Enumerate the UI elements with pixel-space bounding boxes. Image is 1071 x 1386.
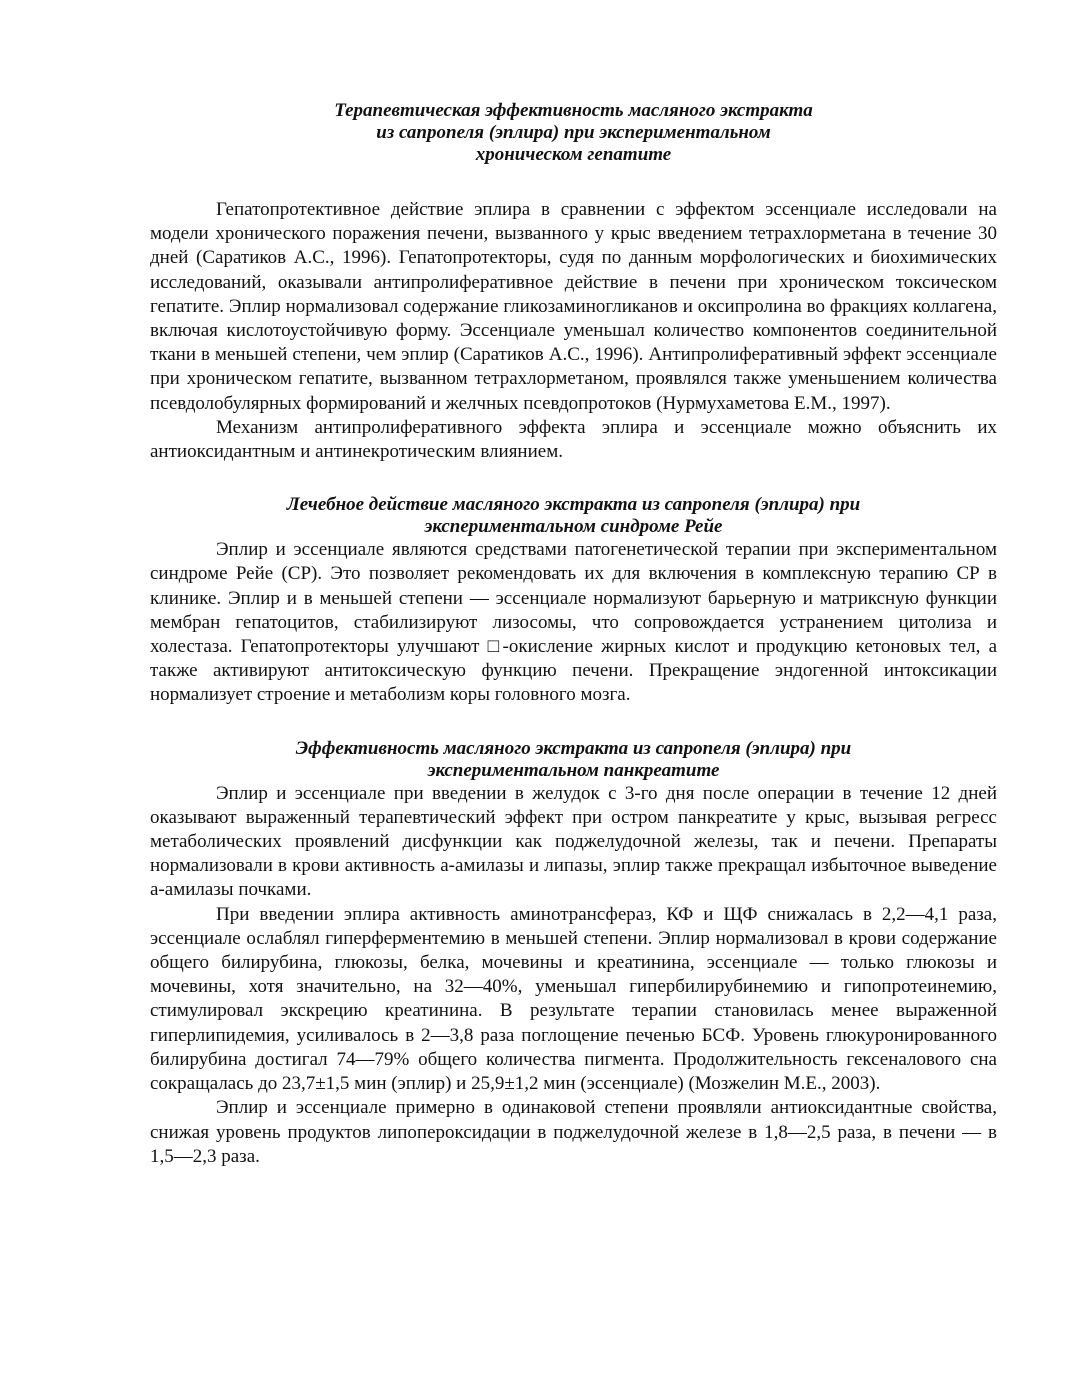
paragraph: Эплир и эссенциале примерно в одинаковой степени проявляли антиоксидантные свойства, снижая уровень продуктов липопероксидации в поджелудочной железе в 1,8—2,5 раза, в печени — в 1,5—2,3 раза.	[150, 1097, 997, 1167]
section-title	[150, 494, 997, 538]
section-pancreatitis	[150, 738, 997, 1169]
paragraph: Механизм антипролиферативного эффекта эплира и эссенциале можно объяснить их антиоксидантным и антинекротическим влиянием.	[150, 416, 997, 463]
section-title-line: Лечебное действие масляного экстракта из сапропеля (эплира) при	[286, 494, 861, 516]
paragraph: Гепатопротективное действие эплира в сравнении с эффектом эссенциале исследовали на модели хронического поражения печени, вызванного у крыс введением тетрахлорметана в течение 30 дней (Саратиков А.С., 1996). Гепатопротекторы, судя по данным морфологических и биохимических исследований, оказывали антипролиферативное действие в печени при хроническом токсическом гепатите. Эплир нормализовал содержание гликозаминогликанов и оксипролина во фракциях коллагена, включая кислотоустойчивую форму. Эссенциале уменьшал количество компонентов соединительной ткани в меньшей степени, чем эплир (Саратиков А.С., 1996). Антипролиферативный эффект эссенциале при хроническом гепатите, вызванном тетрахлорметаном, проявлялся также уменьшением количества псевдолобулярных формирований и желчных псевдопротоков (Нурмухаметова Е.М., 1997).	[150, 199, 997, 414]
section-title-line: хроническом гепатите	[475, 144, 672, 165]
section-title-line: экспериментальном панкреатите	[427, 759, 720, 781]
document-page	[150, 100, 997, 1169]
section-title-line: из сапропеля (эплира) при экспериментальном	[376, 122, 771, 143]
paragraph: Эплир и эссенциале при введении в желудок с 3-го дня после операции в течение 12 дней оказывают выраженный терапевтический эффект при остром панкреатите у крыс, вызывая регресс метаболических проявлений дисфункции как поджелудочной железы, так и печени. Препараты нормализовали в крови активность а-амилазы и липазы, эплир также прекращал избыточное выведение а-амилазы почками.	[150, 782, 997, 901]
section-chronic-hepatitis	[150, 100, 997, 464]
section-reye-syndrome	[150, 494, 997, 707]
paragraph: При введении эплира активность аминотрансфераз, КФ и ЩФ снижалась в 2,2—4,1 раза, эссенциале ослаблял гиперферментемию в меньшей степени. Эплир нормализовал в крови содержание общего билирубина, глюкозы, белка, мочевины и креатинина, эссенциале — только глюкозы и мочевины, хотя значительно, на 32—40%, уменьшал гипербилирубинемию и гипопротеинемию, стимулировал экскрецию креатинина. В результате терапии становилась менее выраженной гиперлипидемия, усиливалось в 2—3,8 раза поглощение печенью БСФ. Уровень глюкуронированного билирубина достигал 74—79% общего количества пигмента. Продолжительность гексеналового сна сокращалась до 23,7±1,5 мин (эплир) и 25,9±1,2 мин (эссенциале) (Мозжелин М.Е., 2003).	[150, 903, 997, 1095]
section-title-line: Эффективность масляного экстракта из сапропеля (эплира) при	[295, 737, 852, 759]
section-title-line: экспериментальном синдроме Рейе	[424, 516, 723, 538]
paragraph: Эплир и эссенциале являются средствами патогенетической терапии при экспериментальном синдроме Рейе (СР). Это позволяет рекомендовать их для включения в комплексную терапию СР в клинике. Эплир и в меньшей степени — эссенциале нормализуют барьерную и матриксную функции мембран гепатоцитов, стабилизируют лизосомы, что сопровождается устранением цитолиза и холестаза. Гепатопротекторы улучшают □-окисление жирных кислот и продукцию кетоновых тел, а также активируют антитоксическую функцию печени. Прекращение эндогенной интоксикации нормализует строение и метаболизм коры головного мозга.	[150, 539, 997, 706]
section-title-line: Терапевтическая эффективность масляного экстракта	[334, 100, 813, 121]
section-title	[150, 100, 997, 166]
section-title	[150, 738, 997, 782]
